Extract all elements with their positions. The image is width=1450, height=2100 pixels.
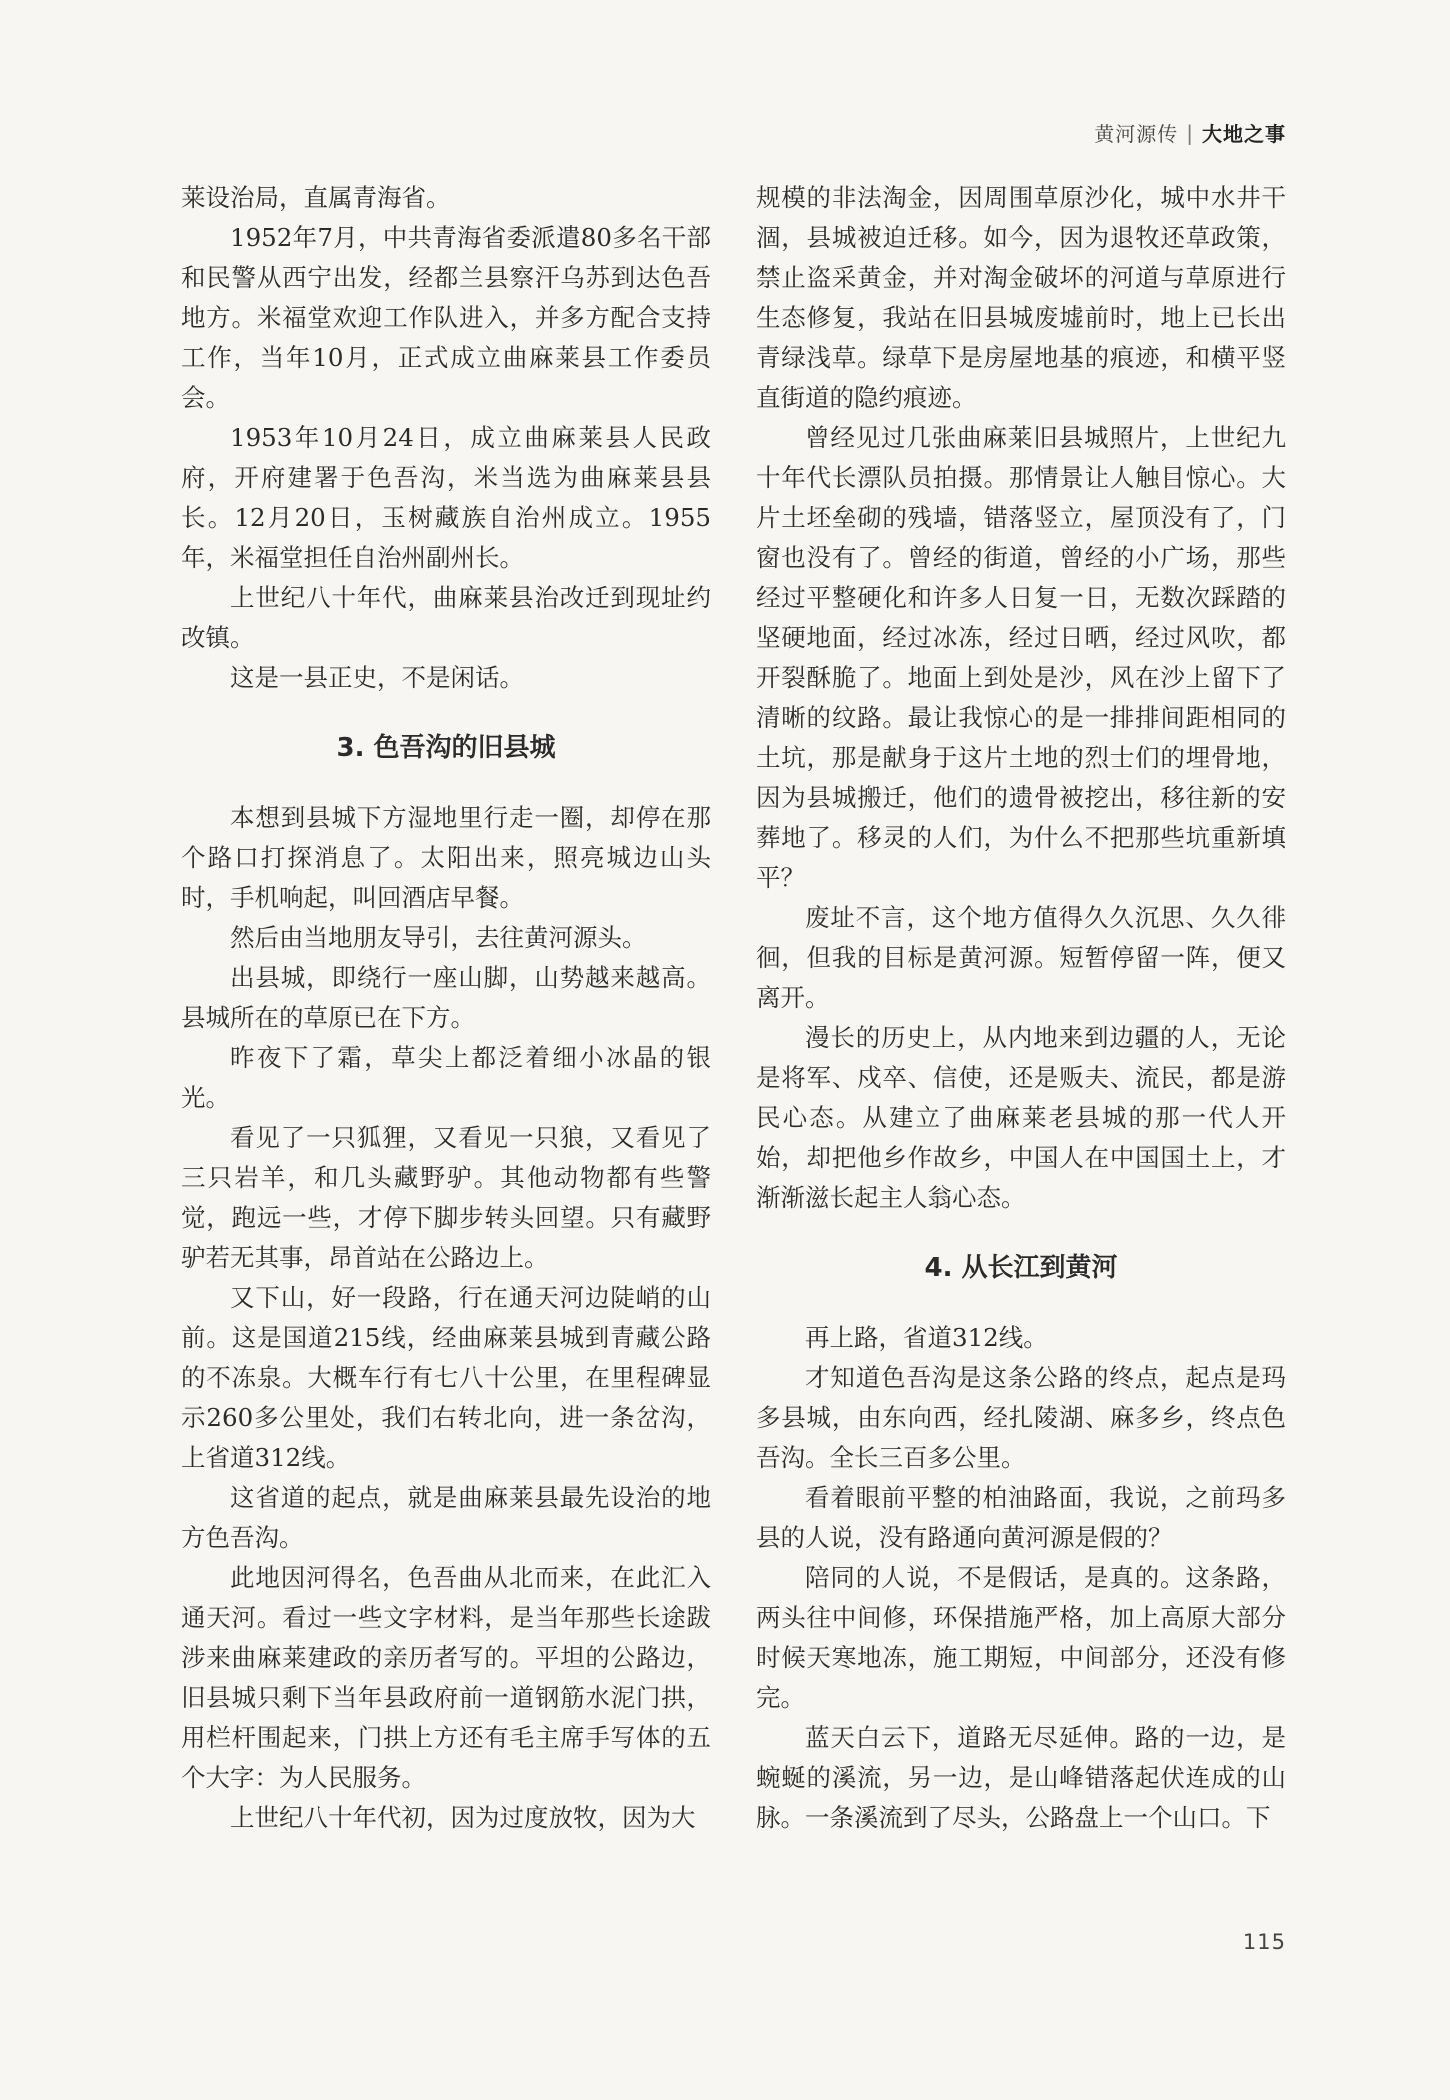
paragraph: 漫长的历史上，从内地来到边疆的人，无论是将军、戍卒、信使，还是贩夫、流民，都是游民心态。从建立了曲麻莱老县城的那一代人开始，却把他乡作故乡，中国人在中国国土上，才渐渐滋长起主人翁心态。 <box>756 1023 1286 1212</box>
paragraph: 看见了一只狐狸，又看见一只狼，又看见了三只岩羊，和几头藏野驴。其他动物都有些警觉，跑远一些，才停下脚步转头回望。只有藏野驴若无其事，昂首站在公路边上。 <box>181 1123 711 1272</box>
paragraph: 这省道的起点，就是曲麻莱县最先设治的地方色吾沟。 <box>181 1483 711 1552</box>
paragraph: 蓝天白云下，道路无尽延伸。路的一边，是蜿蜒的溪流，另一边，是山峰错落起伏连成的山脉。一条溪流到了尽头，公路盘上一个山口。下 <box>756 1723 1286 1832</box>
section-title: 大地之事 <box>1202 122 1286 146</box>
paragraph: 陪同的人说，不是假话，是真的。这条路，两头往中间修，环保措施严格，加上高原大部分时候天寒地冻，施工期短，中间部分，还没有修完。 <box>756 1563 1286 1712</box>
paragraph: 上世纪八十年代，曲麻莱县治改迁到现址约改镇。 <box>181 583 711 652</box>
paragraph: 1953年10月24日，成立曲麻莱县人民政府，开府建署于色吾沟，米当选为曲麻莱县县长。12月20日，玉树藏族自治州成立。1955年，米福堂担任自治州副州长。 <box>181 423 711 572</box>
paragraph: 昨夜下了霜，草尖上都泛着细小冰晶的银光。 <box>181 1043 711 1112</box>
paragraph: 又下山，好一段路，行在通天河边陡峭的山前。这是国道215线，经曲麻莱县城到青藏公路的不冻泉。大概车行有七八十公里，在里程碑显示260多公里处，我们右转北向，进一条岔沟，上省道312线。 <box>181 1283 711 1472</box>
paragraph: 曾经见过几张曲麻莱旧县城照片，上世纪九十年代长漂队员拍摄。那情景让人触目惊心。大片土坯垒砌的残墙，错落竖立，屋顶没有了，门窗也没有了。曾经的街道，曾经的小广场，那些经过平整硬化和许多人日复一日，无数次踩踏的坚硬地面，经过冰冻，经过日晒，经过风吹，都开裂酥脆了。地面上到处是沙，风在沙上留下了清晰的纹路。最让我惊心的是一排排间距相同的土坑，那是献身于这片土地的烈士们的埋骨地，因为县城搬迁，他们的遗骨被挖出，移往新的安葬地了。移灵的人们，为什么不把那些坑重新填平？ <box>756 423 1286 892</box>
paragraph: 废址不言，这个地方值得久久沉思、久久徘徊，但我的目标是黄河源。短暂停留一阵，便又离开。 <box>756 903 1286 1012</box>
section-heading-3: 3. 色吾沟的旧县城 <box>336 733 556 763</box>
book-title: 黄河源传 <box>1094 122 1179 146</box>
paragraph: 这是一县正史，不是闲话。 <box>230 663 524 692</box>
left-column <box>181 178 711 1838</box>
running-header <box>1094 118 1286 147</box>
paragraph: 出县城，即绕行一座山脚，山势越来越高。县城所在的草原已在下方。 <box>181 963 711 1032</box>
paragraph: 莱设治局，直属青海省。 <box>181 183 451 212</box>
paragraph: 1952年7月，中共青海省委派遣80多名干部和民警从西宁出发，经都兰县察汗乌苏到达色吾地方。米福堂欢迎工作队进入，并多方配合支持工作，当年10月，正式成立曲麻莱县工作委员会。 <box>181 223 711 412</box>
header-separator: | <box>1186 120 1194 145</box>
paragraph: 上世纪八十年代初，因为过度放牧，因为大 <box>230 1803 696 1832</box>
section-heading-4: 4. 从长江到黄河 <box>924 1253 1118 1283</box>
paragraph: 看着眼前平整的柏油路面，我说，之前玛多县的人说，没有路通向黄河源是假的？ <box>756 1483 1286 1552</box>
paragraph: 再上路，省道312线。 <box>805 1323 1048 1352</box>
paragraph: 此地因河得名，色吾曲从北而来，在此汇入通天河。看过一些文字材料，是当年那些长途跋涉来曲麻莱建政的亲历者写的。平坦的公路边，旧县城只剩下当年县政府前一道钢筋水泥门拱，用栏杆围起来，门拱上方还有毛主席手写体的五个大字：为人民服务。 <box>181 1563 711 1792</box>
paragraph: 然后由当地朋友导引，去往黄河源头。 <box>230 923 647 952</box>
paragraph: 才知道色吾沟是这条公路的终点，起点是玛多县城，由东向西，经扎陵湖、麻多乡，终点色吾沟。全长三百多公里。 <box>756 1363 1286 1472</box>
paragraph: 规模的非法淘金，因周围草原沙化，城中水井干涸，县城被迫迁移。如今，因为退牧还草政策，禁止盗采黄金，并对淘金破坏的河道与草原进行生态修复，我站在旧县城废墟前时，地上已长出青绿浅草。绿草下是房屋地基的痕迹，和横平竖直街道的隐约痕迹。 <box>756 183 1286 412</box>
page-number: 115 <box>1242 1930 1286 1954</box>
paragraph: 本想到县城下方湿地里行走一圈，却停在那个路口打探消息了。太阳出来，照亮城边山头时，手机响起，叫回酒店早餐。 <box>181 803 711 912</box>
right-column <box>756 178 1286 1838</box>
